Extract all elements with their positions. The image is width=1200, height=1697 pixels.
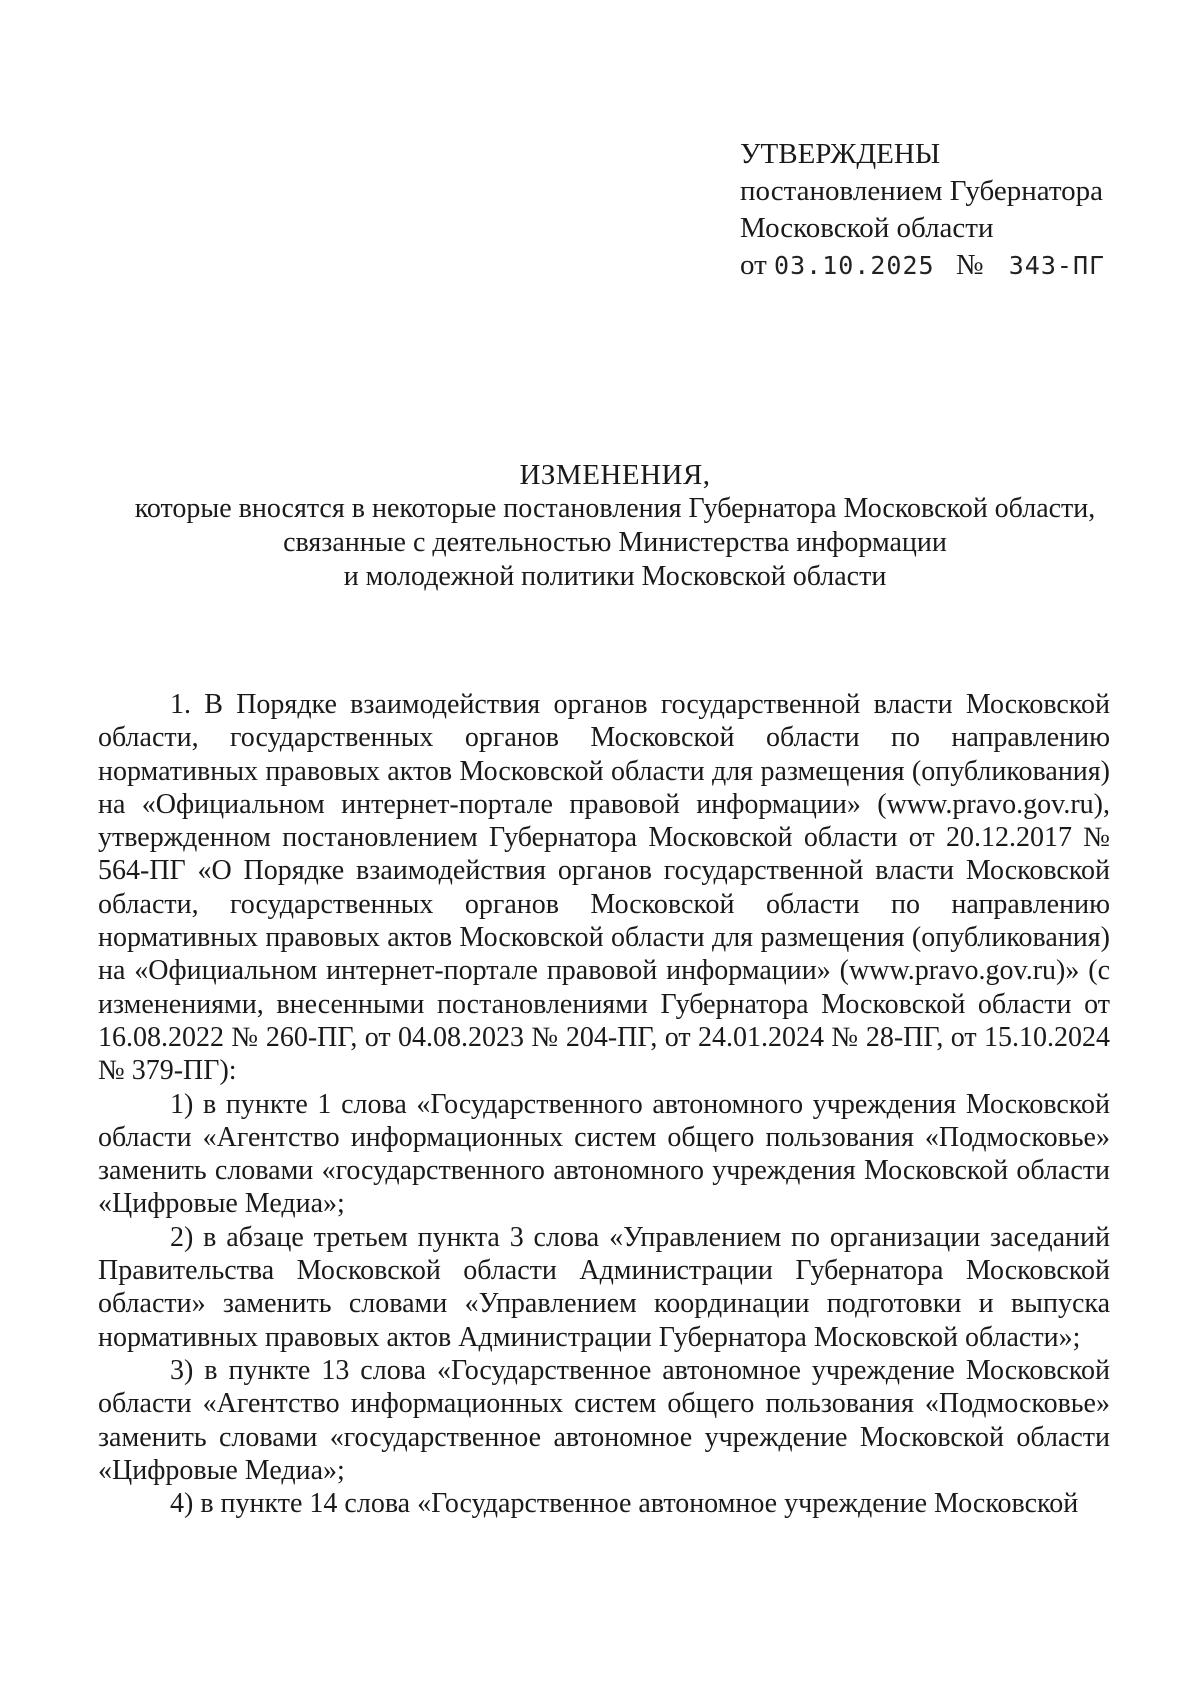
approval-number-sign: № xyxy=(955,249,984,281)
paragraph-1-item-4: 4) в пункте 14 слова «Государственное автономное учреждение Московской xyxy=(170,1488,1079,1520)
heading-subtitle-line-3: и молодежной политики Московской области xyxy=(343,561,887,592)
approval-line-2: Московской области xyxy=(740,212,994,244)
approval-date-prefix: от xyxy=(740,249,767,281)
approval-block xyxy=(740,136,1105,284)
heading-title: ИЗМЕНЕНИЯ, xyxy=(519,459,711,491)
paragraph-1: 1. В Порядке взаимодействия органов государственной власти Московской области, государственных органов Московской области по направлению нормативных правовых актов Московской области для размещения (опубликования) на «Официальном интернет-портале правовой информации» (www.pravo.gov.ru), утвержденном постановлением Губернатора Московской области от 20.12.2017 № 564-ПГ «О Порядке взаимодействия органов государственной власти Московской области, государственных органов Московской области по направлению нормативных правовых актов Московской области для размещения (опубликования) на «Официальном интернет-портале правовой информации» (www.pravo.gov.ru)» (с изменениями, внесенными постановлениями Губернатора Московской области от 16.08.2022 № 260-ПГ, от 04.08.2023 № 204-ПГ, от 24.01.2024 № 28-ПГ, от 15.10.2024 № 379-ПГ): xyxy=(98,689,1110,1087)
approval-date-line xyxy=(740,247,1105,284)
paragraph-1-item-3: 3) в пункте 13 слова «Государственное автономное учреждение Московской области «Агентство информационных систем общего пользования «Подмосковье» заменить словами «государственное автономное учреждение Московской области «Цифровые Медиа»; xyxy=(98,1354,1110,1486)
document-body xyxy=(98,688,1110,1520)
document-heading xyxy=(100,458,1130,594)
approval-stamp: УТВЕРЖДЕНЫ xyxy=(740,138,941,170)
approval-date: 03.10.2025 xyxy=(774,251,935,280)
heading-subtitle-line-1: которые вносятся в некоторые постановления Губернатора Московской области, xyxy=(134,493,1096,524)
approval-number: 343-ПГ xyxy=(1008,251,1106,280)
paragraph-1-item-2: 2) в абзаце третьем пункта 3 слова «Управлением по организации заседаний Правительства Московской области Администрации Губернатора Московской области» заменить словами «Управлением координации подготовки и выпуска нормативных правовых актов Администрации Губернатора Московской области»; xyxy=(98,1221,1110,1353)
paragraph-1-item-1: 1) в пункте 1 слова «Государственного автономного учреждения Московской области «Агентство информационных систем общего пользования «Подмосковье» заменить словами «государственного автономного учреждения Московской области «Цифровые Медиа»; xyxy=(98,1088,1110,1220)
heading-subtitle-line-2: связанные с деятельностью Министерства информации xyxy=(283,527,947,558)
approval-line-1: постановлением Губернатора xyxy=(740,175,1104,207)
